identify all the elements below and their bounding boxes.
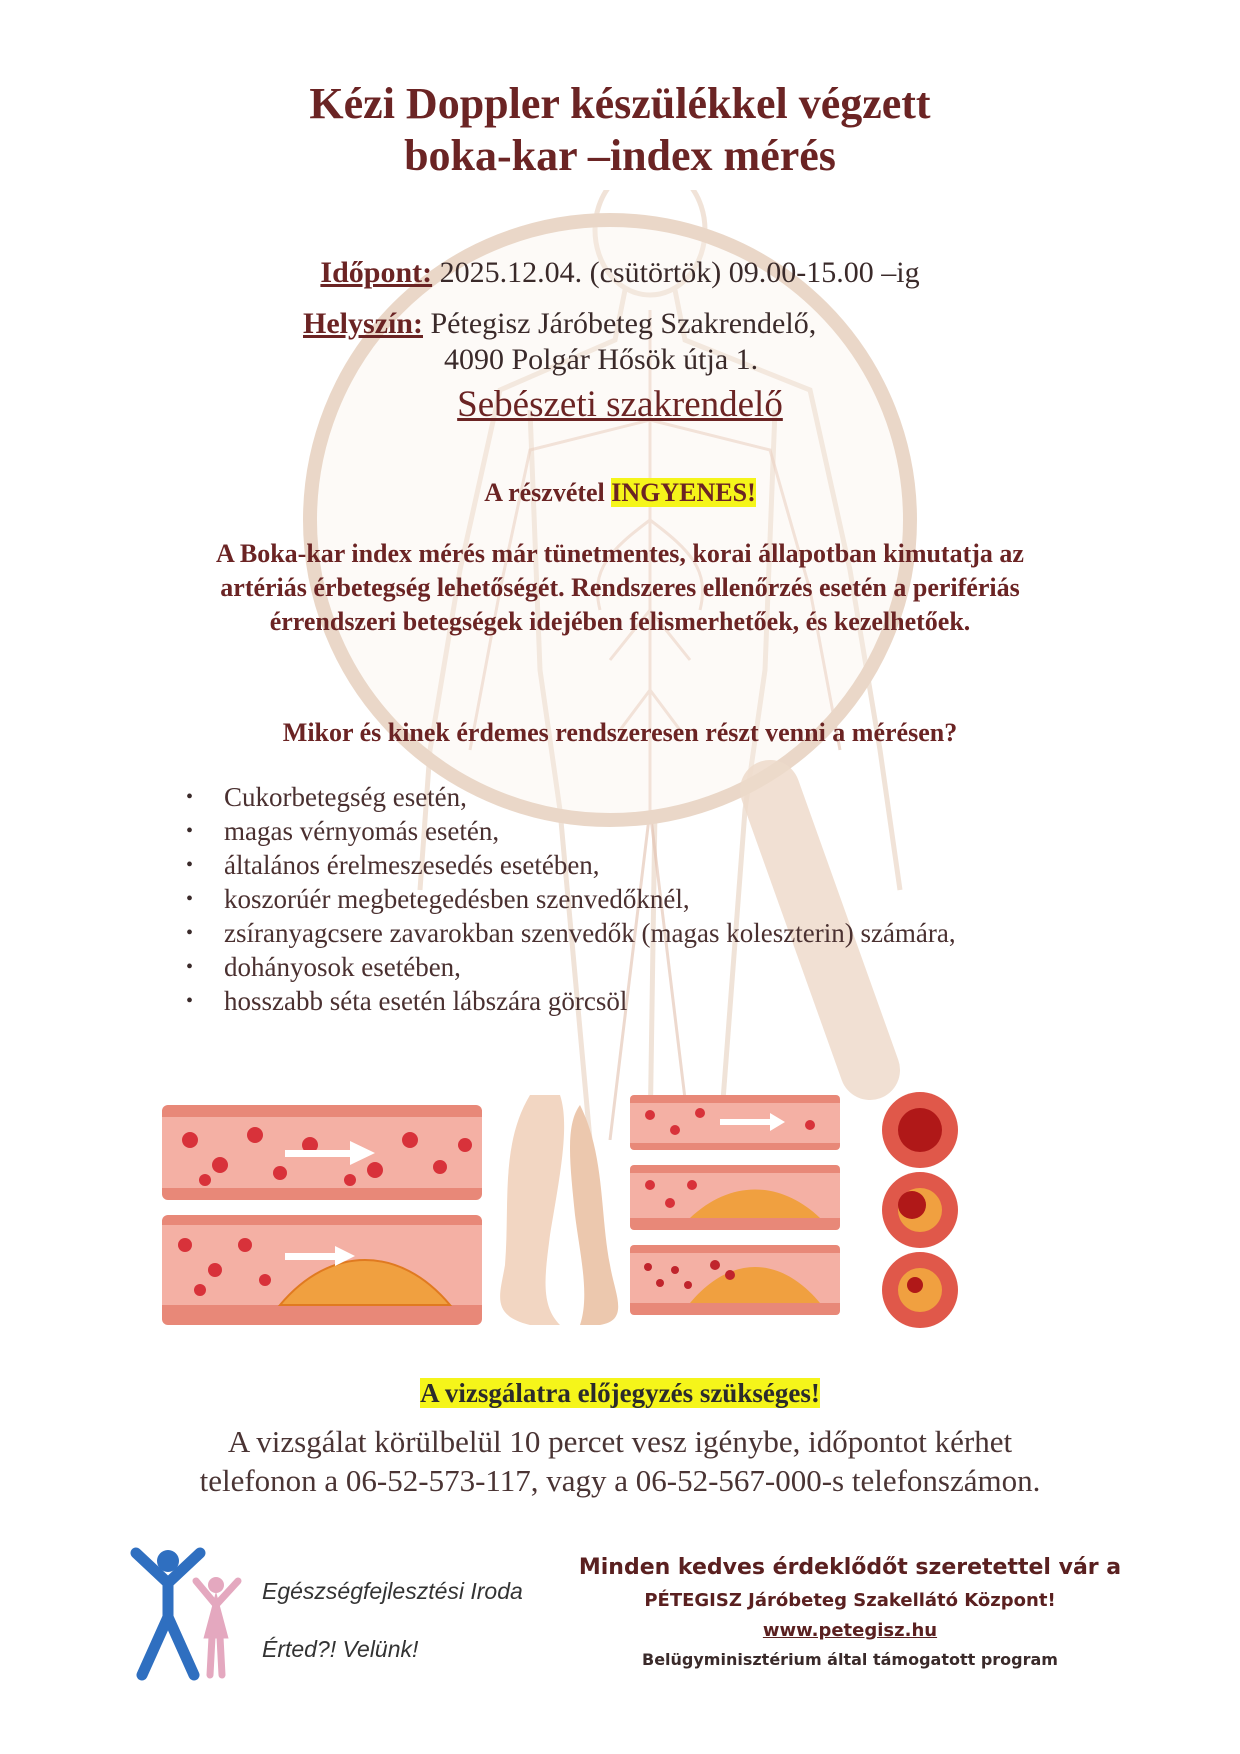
appointment-row: [0, 256, 1240, 290]
health-office-logo-figures: [128, 1545, 248, 1685]
artery-cross-sections: [882, 1092, 958, 1328]
contact-line-2: telefonon a 06-52-573-117, vagy a 06-52-567-000-s telefonszámon.: [199, 1463, 1041, 1498]
title-line-2: boka-kar –index mérés: [404, 131, 836, 180]
legs-illustration: [500, 1095, 618, 1325]
artery-illustrations: [160, 1085, 1080, 1335]
artery-stage-illustrations: [630, 1095, 840, 1315]
list-item: • általános érelmeszesedés esetében,: [178, 848, 1078, 882]
footer-organization: PÉTEGISZ Járóbeteg Szakellátó Központ!: [644, 1590, 1056, 1611]
question-heading: Mikor és kinek érdemes rendszeresen részt venni a mérésen?: [282, 718, 958, 747]
artery-plaque-illustration: [162, 1215, 482, 1325]
footer-program-note: Belügyminisztérium által támogatott program: [642, 1650, 1058, 1669]
location-label: Helyszín:: [303, 307, 423, 340]
appointment-notice: [0, 1378, 1240, 1409]
department-name: Sebészeti szakrendelő: [457, 384, 783, 425]
list-item: • Cukorbetegség esetén,: [178, 780, 1078, 814]
description-line-2: artériás érbetegség lehetőségét. Rendszeres ellenőrzés esetén a perifériás: [220, 573, 1020, 602]
participation-row: [0, 478, 1240, 508]
artery-healthy-illustration: [162, 1105, 482, 1200]
notice-highlight: A vizsgálatra előjegyzés szükséges!: [420, 1378, 820, 1408]
list-item: • dohányosok esetében,: [178, 950, 1078, 984]
description-line-1: A Boka-kar index mérés már tünetmentes, korai állapotban kimutatja az: [216, 539, 1024, 568]
list-item: • magas vérnyomás esetén,: [178, 814, 1078, 848]
location-row: [303, 307, 816, 341]
appointment-label: Időpont:: [320, 256, 433, 289]
contact-line-1: A vizsgálat körülbelül 10 percet vesz igénybe, időpontot kérhet: [227, 1424, 1013, 1459]
appointment-value: 2025.12.04. (csütörtök) 09.00-15.00 –ig: [439, 256, 920, 289]
list-item: • hosszabb séta esetén lábszára görcsöl: [178, 984, 1078, 1018]
location-line-1: Pétegisz Járóbeteg Szakrendelő,: [430, 307, 817, 340]
logo-office-name: Egészségfejlesztési Iroda: [262, 1578, 523, 1604]
description-line-3: érrendszeri betegségek idejében felismerhetőek, és kezelhetőek.: [269, 607, 971, 636]
logo-slogan: Érted?! Velünk!: [262, 1636, 419, 1662]
criteria-list: [178, 780, 1078, 1018]
footer-welcome: Minden kedves érdeklődőt szeretettel vár a: [578, 1555, 1122, 1580]
footer-website-link[interactable]: www.petegisz.hu: [762, 1620, 938, 1641]
location-line-2: 4090 Polgár Hősök útja 1.: [444, 343, 759, 376]
free-highlight: INGYENES!: [611, 478, 756, 507]
list-item: • zsíranyagcsere zavarokban szenvedők (magas koleszterin) számára,: [178, 916, 1078, 950]
participation-prefix: A részvétel: [484, 478, 605, 507]
title-line-1: Kézi Doppler készülékkel végzett: [309, 79, 931, 128]
list-item: • koszorúér megbetegedésben szenvedőknél,: [178, 882, 1078, 916]
